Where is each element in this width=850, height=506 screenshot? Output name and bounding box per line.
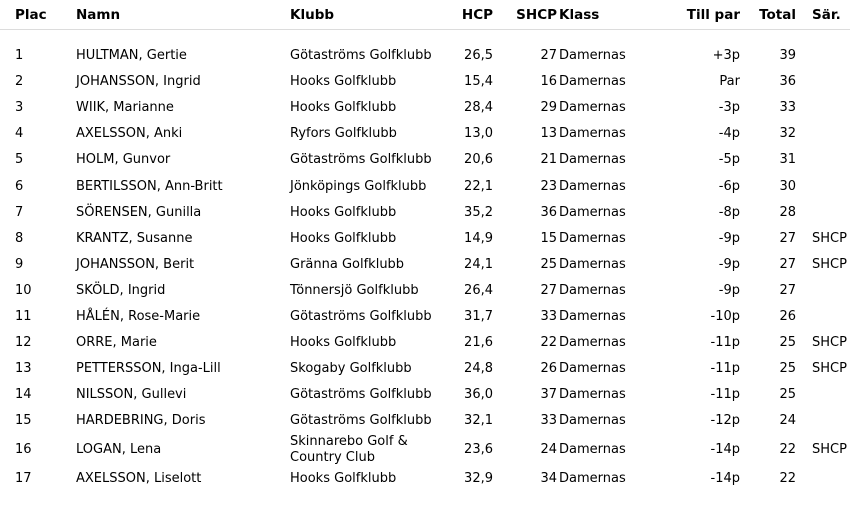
cell-klass: Damernas — [559, 256, 626, 272]
cell-klass: Damernas — [559, 100, 626, 116]
cell-total: 33 — [779, 100, 796, 116]
cell-klubb: Ryfors Golfklubb — [290, 126, 397, 142]
cell-shcp: 36 — [540, 204, 557, 220]
table-row — [0, 466, 850, 492]
cell-till-par: -14p — [710, 471, 740, 487]
cell-shcp: 34 — [540, 471, 557, 487]
cell-plac: 4 — [15, 126, 24, 142]
cell-klass: Damernas — [559, 282, 626, 298]
cell-total: 25 — [779, 335, 796, 351]
cell-klubb: Götaströms Golfklubb — [290, 48, 432, 64]
cell-klass: Damernas — [559, 413, 626, 429]
cell-total: 22 — [779, 471, 796, 487]
cell-total: 27 — [779, 256, 796, 272]
cell-sar — [798, 43, 850, 69]
cell-klubb: Hooks Golfklubb — [290, 100, 397, 116]
cell-shcp: 37 — [540, 387, 557, 403]
cell-shcp: 24 — [540, 442, 557, 458]
cell-namn: AXELSSON, Liselott — [76, 471, 202, 487]
cell-shcp: 13 — [540, 126, 557, 142]
table-row — [0, 69, 850, 95]
cell-sar — [798, 95, 850, 121]
table-row — [0, 147, 850, 173]
cell-klubb: Tönnersjö Golfklubb — [290, 282, 419, 298]
cell-hcp: 20,6 — [464, 152, 493, 168]
cell-namn: KRANTZ, Susanne — [76, 230, 193, 246]
cell-shcp: 22 — [540, 335, 557, 351]
cell-hcp: 24,8 — [464, 361, 493, 377]
cell-shcp: 15 — [540, 230, 557, 246]
cell-klass: Damernas — [559, 178, 626, 194]
table-row — [0, 304, 850, 330]
cell-hcp: 23,6 — [464, 442, 493, 458]
table-row — [0, 330, 850, 356]
cell-klubb: Hooks Golfklubb — [290, 74, 397, 90]
results-body — [0, 30, 850, 493]
cell-plac: 14 — [15, 387, 32, 403]
cell-plac: 9 — [15, 256, 24, 272]
cell-total: 27 — [779, 230, 796, 246]
cell-till-par: -9p — [718, 256, 740, 272]
cell-klubb: Götaströms Golfklubb — [290, 152, 432, 168]
header-namn: Namn — [76, 0, 290, 30]
cell-klubb: Hooks Golfklubb — [290, 230, 397, 246]
cell-namn: NILSSON, Gullevi — [76, 387, 187, 403]
cell-till-par: -14p — [710, 442, 740, 458]
cell-sar — [798, 278, 850, 304]
header-spacer — [0, 30, 850, 44]
cell-klubb: Hooks Golfklubb — [290, 204, 397, 220]
cell-shcp: 23 — [540, 178, 557, 194]
cell-total: 31 — [779, 152, 796, 168]
cell-sar: SHCP — [812, 442, 847, 458]
cell-shcp: 27 — [540, 282, 557, 298]
cell-sar — [798, 382, 850, 408]
cell-total: 36 — [779, 74, 796, 90]
cell-plac: 15 — [15, 413, 32, 429]
cell-till-par: -10p — [710, 308, 740, 324]
cell-plac: 5 — [15, 152, 24, 168]
cell-till-par: -9p — [718, 230, 740, 246]
cell-klubb: Götaströms Golfklubb — [290, 308, 432, 324]
cell-hcp: 13,0 — [464, 126, 493, 142]
header-hcp: HCP — [445, 0, 493, 30]
cell-namn: SKÖLD, Ingrid — [76, 282, 166, 298]
cell-total: 25 — [779, 361, 796, 377]
cell-namn: ORRE, Marie — [76, 335, 157, 351]
table-row — [0, 382, 850, 408]
cell-shcp: 16 — [540, 74, 557, 90]
cell-plac: 17 — [15, 471, 32, 487]
cell-shcp: 29 — [540, 100, 557, 116]
cell-plac: 12 — [15, 335, 32, 351]
table-row — [0, 43, 850, 69]
cell-klubb: Jönköpings Golfklubb — [290, 178, 427, 194]
header-total: Total — [740, 0, 798, 30]
header-klass: Klass — [557, 0, 637, 30]
cell-hcp: 31,7 — [464, 308, 493, 324]
cell-plac: 13 — [15, 361, 32, 377]
cell-hcp: 22,1 — [464, 178, 493, 194]
cell-klubb: Gränna Golfklubb — [290, 256, 405, 272]
cell-till-par: -5p — [718, 152, 740, 168]
cell-shcp: 33 — [540, 413, 557, 429]
cell-total: 39 — [779, 48, 796, 64]
cell-shcp: 33 — [540, 308, 557, 324]
cell-namn: HOLM, Gunvor — [76, 152, 171, 168]
header-plac: Plac — [0, 0, 76, 30]
cell-sar: SHCP — [812, 256, 847, 272]
cell-klass: Damernas — [559, 126, 626, 142]
header-row — [0, 0, 850, 30]
cell-sar — [798, 304, 850, 330]
cell-hcp: 26,4 — [464, 282, 493, 298]
cell-namn: BERTILSSON, Ann-Britt — [76, 178, 223, 194]
table-row — [0, 173, 850, 199]
cell-total: 24 — [779, 413, 796, 429]
table-row — [0, 121, 850, 147]
cell-till-par: Par — [719, 74, 740, 90]
cell-hcp: 26,5 — [464, 48, 493, 64]
cell-namn: WIIK, Marianne — [76, 100, 174, 116]
cell-sar — [798, 408, 850, 434]
cell-namn: HARDEBRING, Doris — [76, 413, 206, 429]
table-row — [0, 408, 850, 434]
cell-sar: SHCP — [812, 361, 847, 377]
cell-klubb: Götaströms Golfklubb — [290, 387, 432, 403]
cell-total: 30 — [779, 178, 796, 194]
cell-till-par: +3p — [712, 48, 740, 64]
cell-shcp: 27 — [540, 48, 557, 64]
cell-total: 25 — [779, 387, 796, 403]
table-row — [0, 95, 850, 121]
cell-shcp: 26 — [540, 361, 557, 377]
cell-namn: SÖRENSEN, Gunilla — [76, 204, 202, 220]
cell-namn: AXELSSON, Anki — [76, 126, 183, 142]
cell-hcp: 15,4 — [464, 74, 493, 90]
cell-klubb: Hooks Golfklubb — [290, 335, 397, 351]
cell-plac: 11 — [15, 308, 32, 324]
table-row — [0, 356, 850, 382]
cell-klass: Damernas — [559, 387, 626, 403]
cell-total: 26 — [779, 308, 796, 324]
cell-namn: HULTMAN, Gertie — [76, 48, 187, 64]
cell-klass: Damernas — [559, 442, 626, 458]
cell-till-par: -8p — [718, 204, 740, 220]
header-sar: Sär. — [798, 0, 850, 30]
cell-klass: Damernas — [559, 230, 626, 246]
cell-klass: Damernas — [559, 204, 626, 220]
cell-hcp: 14,9 — [464, 230, 493, 246]
cell-till-par: -6p — [718, 178, 740, 194]
cell-plac: 1 — [15, 48, 24, 64]
cell-namn: LOGAN, Lena — [76, 442, 162, 458]
cell-total: 28 — [779, 204, 796, 220]
cell-hcp: 32,9 — [464, 471, 493, 487]
cell-hcp: 36,0 — [464, 387, 493, 403]
header-till-par: Till par — [637, 0, 740, 30]
table-row — [0, 200, 850, 226]
spacer-cell — [0, 30, 850, 44]
cell-shcp: 25 — [540, 256, 557, 272]
cell-klubb: Skogaby Golfklubb — [290, 361, 412, 377]
table-row — [0, 278, 850, 304]
cell-klass: Damernas — [559, 361, 626, 377]
cell-plac: 16 — [15, 442, 32, 458]
cell-plac: 8 — [15, 230, 24, 246]
cell-namn: JOHANSSON, Ingrid — [76, 74, 201, 90]
cell-plac: 3 — [15, 100, 24, 116]
cell-sar: SHCP — [812, 335, 847, 351]
cell-till-par: -9p — [718, 282, 740, 298]
cell-till-par: -11p — [710, 335, 740, 351]
cell-till-par: -11p — [710, 387, 740, 403]
cell-total: 32 — [779, 126, 796, 142]
cell-klubb: Skinnarebo Golf & Country Club — [290, 434, 408, 466]
cell-sar — [798, 200, 850, 226]
cell-klass: Damernas — [559, 152, 626, 168]
cell-klubb: Götaströms Golfklubb — [290, 413, 432, 429]
cell-hcp: 24,1 — [464, 256, 493, 272]
table-row — [0, 434, 850, 466]
cell-total: 27 — [779, 282, 796, 298]
header-shcp: SHCP — [493, 0, 557, 30]
cell-klass: Damernas — [559, 308, 626, 324]
cell-plac: 7 — [15, 204, 24, 220]
cell-klubb: Hooks Golfklubb — [290, 471, 397, 487]
header-klubb: Klubb — [290, 0, 445, 30]
table-row — [0, 252, 850, 278]
cell-sar — [798, 147, 850, 173]
cell-klass: Damernas — [559, 335, 626, 351]
cell-namn: PETTERSSON, Inga-Lill — [76, 361, 221, 377]
cell-sar — [798, 466, 850, 492]
cell-hcp: 28,4 — [464, 100, 493, 116]
cell-plac: 2 — [15, 74, 24, 90]
table-row — [0, 226, 850, 252]
cell-till-par: -4p — [718, 126, 740, 142]
cell-sar — [798, 121, 850, 147]
cell-sar: SHCP — [812, 230, 847, 246]
cell-klass: Damernas — [559, 74, 626, 90]
cell-sar — [798, 173, 850, 199]
cell-plac: 6 — [15, 178, 24, 194]
cell-klass: Damernas — [559, 48, 626, 64]
cell-plac: 10 — [15, 282, 32, 298]
cell-hcp: 21,6 — [464, 335, 493, 351]
cell-hcp: 32,1 — [464, 413, 493, 429]
cell-till-par: -3p — [718, 100, 740, 116]
cell-namn: HÅLÉN, Rose-Marie — [76, 308, 201, 324]
cell-till-par: -11p — [710, 361, 740, 377]
cell-hcp: 35,2 — [464, 204, 493, 220]
cell-total: 22 — [779, 442, 796, 458]
cell-sar — [798, 69, 850, 95]
cell-shcp: 21 — [540, 152, 557, 168]
cell-namn: JOHANSSON, Berit — [76, 256, 195, 272]
cell-klass: Damernas — [559, 471, 626, 487]
cell-till-par: -12p — [710, 413, 740, 429]
